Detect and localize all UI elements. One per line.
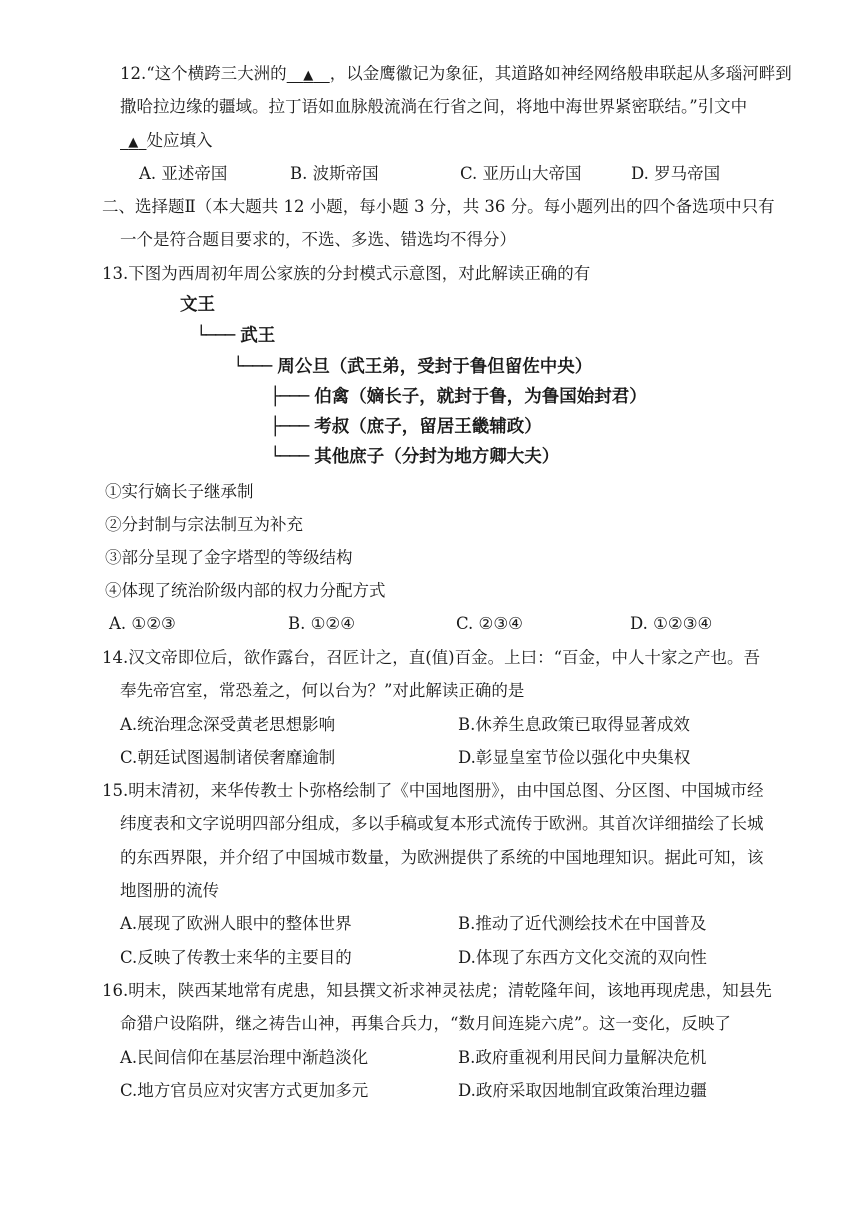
q13-item-2: ②分封制与宗法制互为补充 xyxy=(105,515,303,534)
q15-option-c[interactable]: C.反映了传教士来华的主要目的 xyxy=(120,948,352,967)
tree-tee-connector: ├─── xyxy=(270,417,309,437)
q16-option-c[interactable]: C.地方官员应对灾害方式更加多元 xyxy=(120,1081,369,1100)
tree-tee-connector: ├─── xyxy=(270,387,309,407)
q16-line-2: 命猎户设陷阱，继之祷告山神，再集合兵力，“数月间连毙六虎”。这一变化，反映了 xyxy=(120,1014,731,1033)
q12-option-c[interactable]: C. 亚历山大帝国 xyxy=(460,164,582,183)
q15-line-3: 的东西界限，并介绍了中国城市数量，为欧洲提供了系统的中国地理知识。据此可知，该 xyxy=(120,848,764,867)
tree-node-others xyxy=(270,446,559,468)
q14-option-a[interactable]: A.统治理念深受黄老思想影响 xyxy=(120,715,336,734)
q14-option-c[interactable]: C.朝廷试图遏制诸侯奢靡逾制 xyxy=(120,748,336,767)
q15-option-d[interactable]: D.体现了东西方文化交流的双向性 xyxy=(458,948,707,967)
q15-option-a[interactable]: A.展现了欧洲人眼中的整体世界 xyxy=(120,914,352,933)
q13-option-a[interactable]: A. ①②③ xyxy=(109,614,176,633)
tree-node-boqin xyxy=(270,386,647,408)
q13-item-4: ④体现了统治阶级内部的权力分配方式 xyxy=(105,581,386,600)
q12-blank xyxy=(287,64,330,83)
tree-label: 武王 xyxy=(240,326,276,346)
q13-option-d[interactable]: D. ①②③④ xyxy=(630,614,713,633)
blank-triangle-icon: ▲ xyxy=(128,135,139,150)
q14-line-1: 14.汉文帝即位后，欲作露台，召匠计之，直(值)百金。上曰：“百金，中人十家之产也。吾 xyxy=(102,648,761,667)
tree-root: 文王 xyxy=(180,295,215,315)
q13-item-3: ③部分呈现了金字塔型的等级结构 xyxy=(105,548,353,567)
tree-corner-connector: └─── xyxy=(196,326,235,346)
q13-stem: 13.下图为西周初年周公家族的分封模式示意图，对此解读正确的有 xyxy=(102,264,591,283)
q16-option-a[interactable]: A.民间信仰在基层治理中渐趋淡化 xyxy=(120,1048,369,1067)
q12-line-3 xyxy=(120,130,213,154)
tree-label: 伯禽（嫡长子，就封于鲁，为鲁国始封君） xyxy=(314,387,647,407)
tree-label: 考叔（庶子，留居王畿辅政） xyxy=(314,417,542,437)
q12-blank-ref xyxy=(120,131,147,150)
tree-label: 其他庶子（分封为地方卿大夫） xyxy=(314,447,560,467)
q15-line-2: 纬度表和文字说明四部分组成，多以手稿或复本形式流传于欧洲。其首次详细描绘了长城 xyxy=(120,814,764,833)
q12-option-b[interactable]: B. 波斯帝国 xyxy=(290,164,379,183)
q16-option-b[interactable]: B.政府重视利用民间力量解决危机 xyxy=(458,1048,707,1067)
tree-label: 周公旦（武王弟，受封于鲁但留佐中央） xyxy=(277,357,593,377)
q16-line-1: 16.明末，陕西某地常有虎患，知县撰文祈求神灵祛虎；清乾隆年间，该地再现虎患，知县先 xyxy=(102,981,772,1000)
q14-option-b[interactable]: B.休养生息政策已取得显著成效 xyxy=(458,715,690,734)
q16-option-d[interactable]: D.政府采取因地制宜政策治理边疆 xyxy=(458,1081,707,1100)
q12-text: 12.“这个横跨三大洲的 xyxy=(120,64,287,83)
tree-node-wuwang xyxy=(196,325,275,347)
q15-option-b[interactable]: B.推动了近代测绘技术在中国普及 xyxy=(458,914,707,933)
q12-line-1 xyxy=(120,63,792,87)
q12-option-d[interactable]: D. 罗马帝国 xyxy=(631,164,721,183)
section-2-heading-cont: 一个是符合题目要求的，不选、多选、错选均不得分） xyxy=(120,230,516,249)
q14-line-2: 奉先帝宫室，常恐羞之，何以台为？”对此解读正确的是 xyxy=(120,681,525,700)
section-2-heading: 二、选择题Ⅱ（本大题共 12 小题，每小题 3 分，共 36 分。每小题列出的四个备选项中只有 xyxy=(102,197,775,216)
q12-line-2: 撒哈拉边缘的疆域。拉丁语如血脉般流淌在行省之间，将地中海世界紧密联结。”引文中 xyxy=(120,97,748,116)
q12-option-a[interactable]: A. 亚述帝国 xyxy=(139,164,228,183)
q12-text-cont: ，以金鹰徽记为象征，其道路如神经网络般串联起从多瑙河畔到 xyxy=(329,64,792,83)
tree-node-zhougongdan xyxy=(233,356,592,378)
q13-option-b[interactable]: B. ①②④ xyxy=(288,614,355,633)
tree-node-kaoshu xyxy=(270,416,542,438)
q13-item-1: ①实行嫡长子继承制 xyxy=(105,482,254,501)
blank-triangle-icon: ▲ xyxy=(303,68,314,83)
tree-corner-connector: └─── xyxy=(270,447,309,467)
q15-line-1: 15.明末清初，来华传教士卜弥格绘制了《中国地图册》，由中国总图、分区图、中国城市经 xyxy=(102,781,764,800)
tree-corner-connector: └─── xyxy=(233,357,272,377)
q12-fill-text: 处应填入 xyxy=(146,131,213,150)
q13-option-c[interactable]: C. ②③④ xyxy=(456,614,523,633)
q14-option-d[interactable]: D.彰显皇室节俭以强化中央集权 xyxy=(458,748,691,767)
q15-line-4: 地图册的流传 xyxy=(120,881,219,900)
